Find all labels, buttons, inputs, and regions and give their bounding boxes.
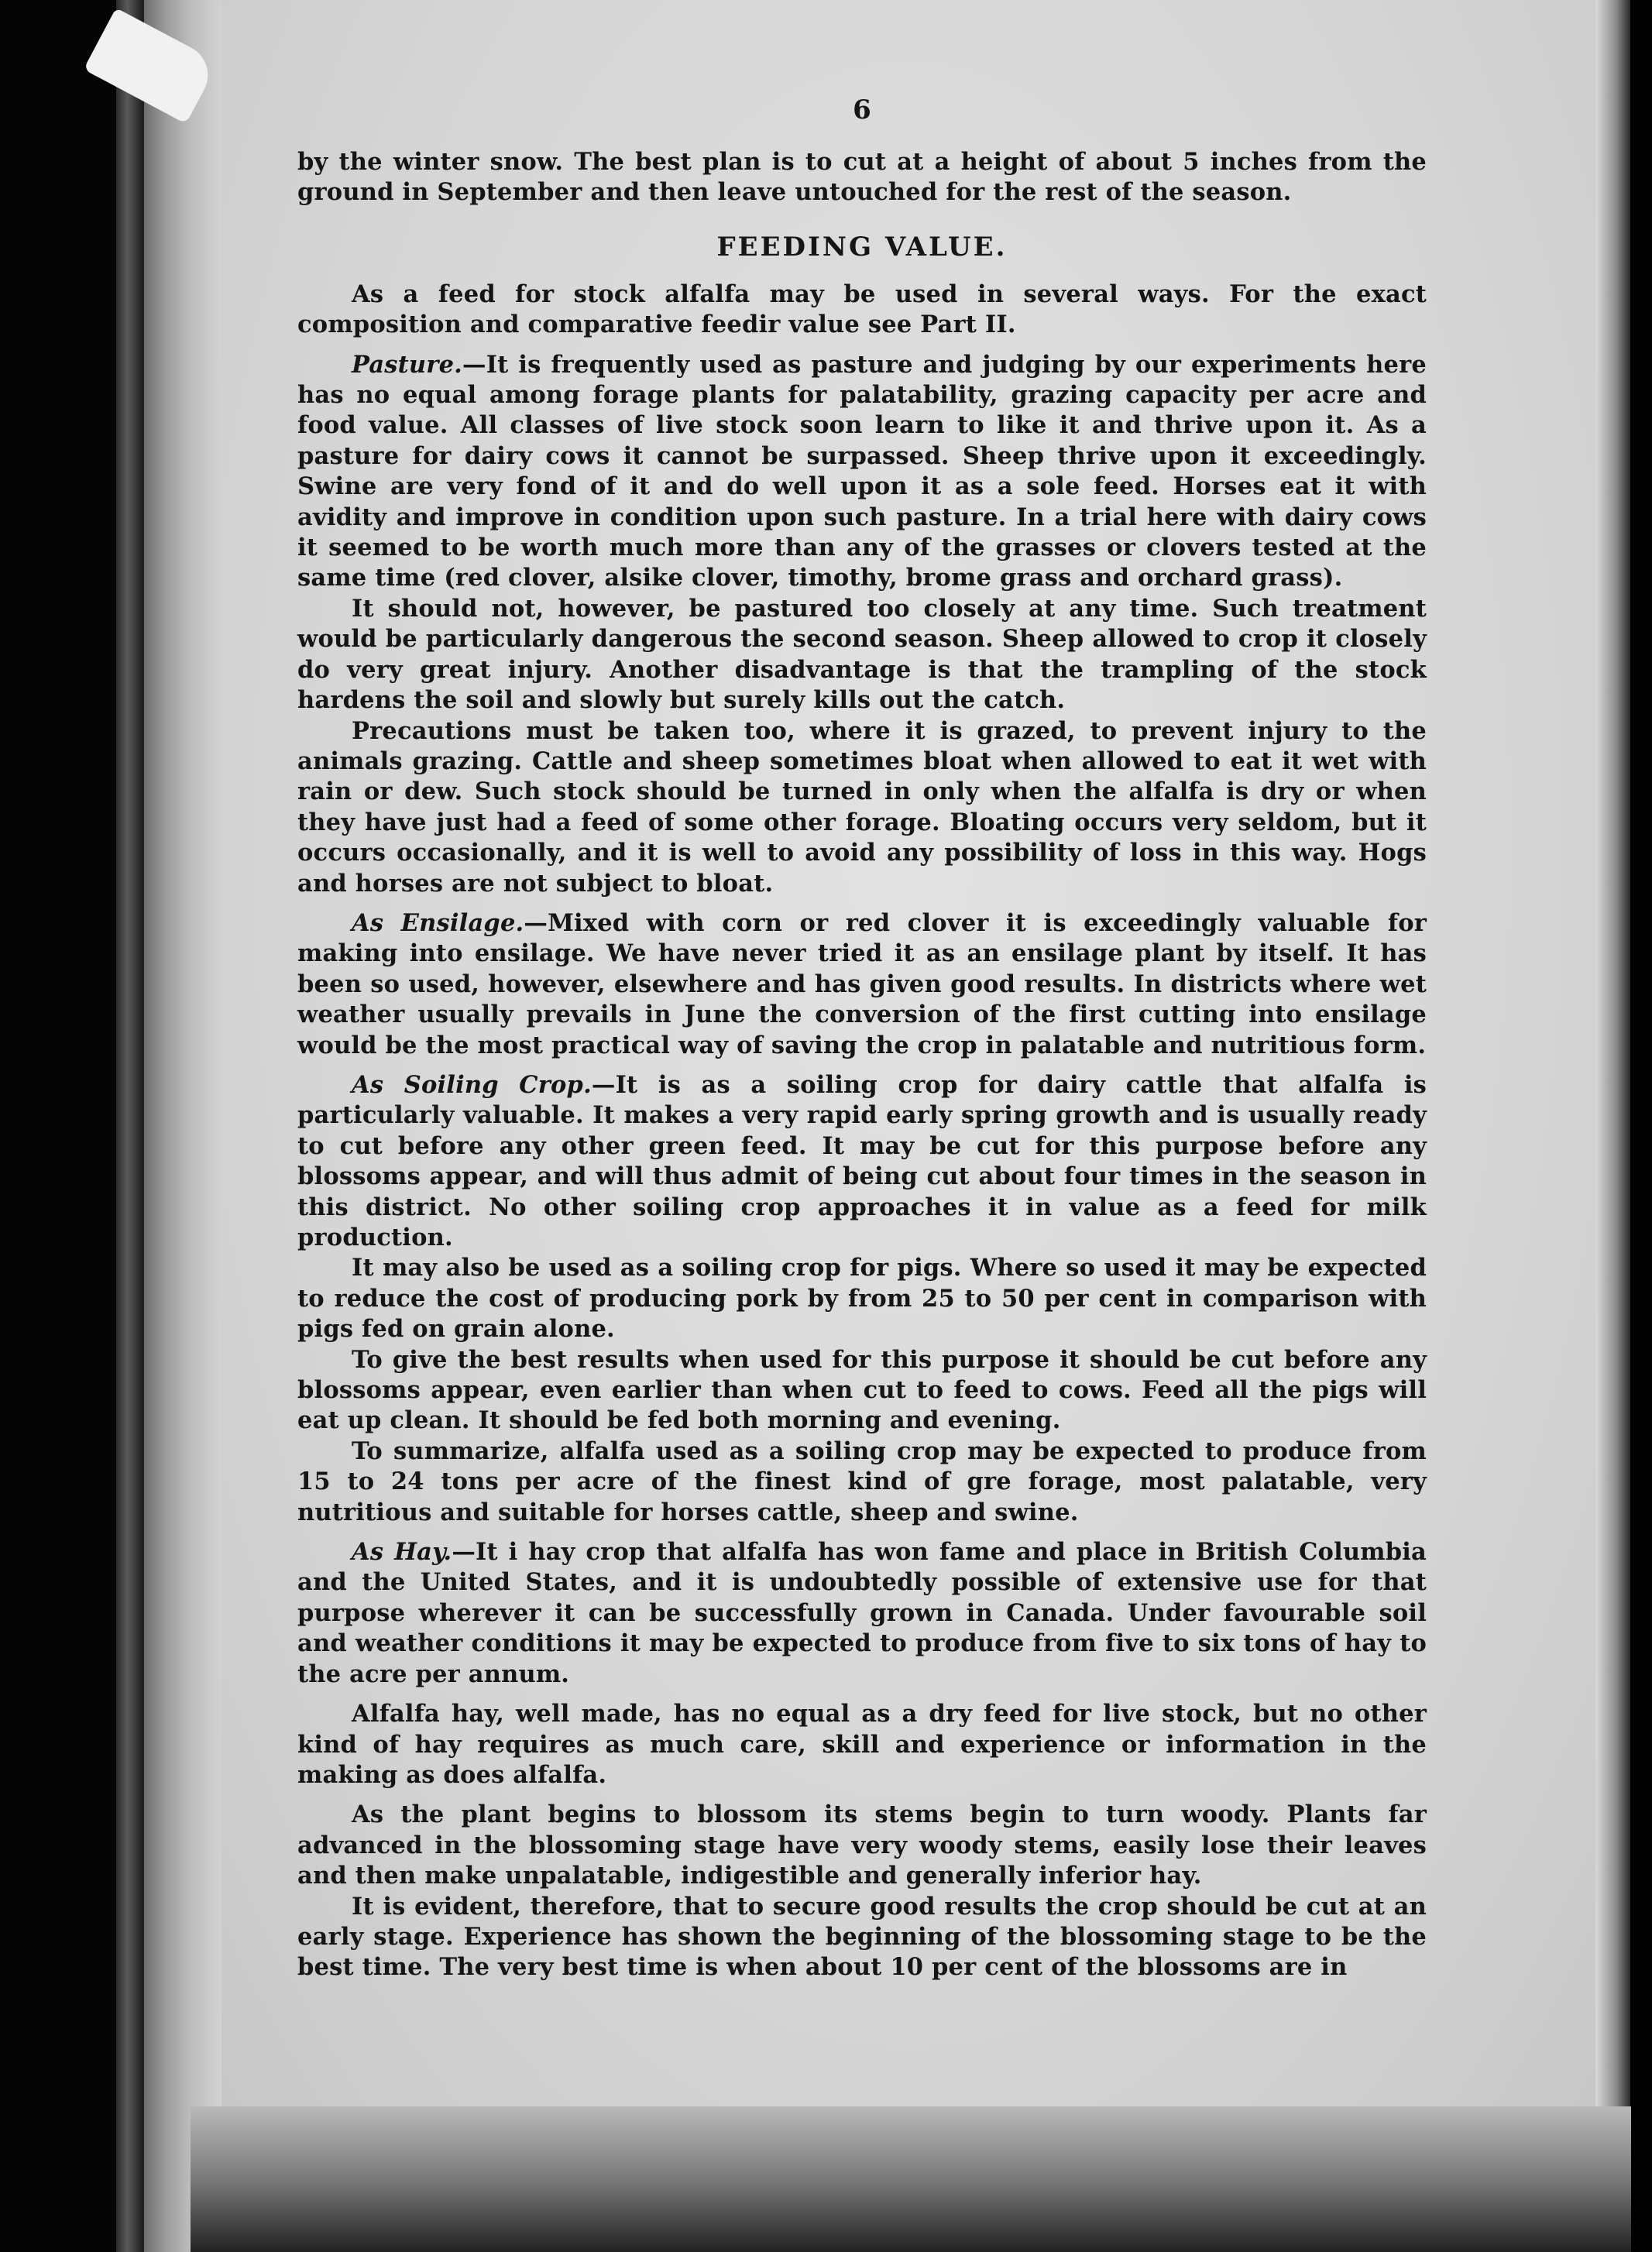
subheading-hay: As Hay. xyxy=(352,1538,452,1567)
subheading-pasture: Pasture. xyxy=(352,350,463,379)
paragraph-hay-timing: It is evident, therefore, that to secure good results the crop should be cut at an early stage. Experience has shown the beginning of the blossoming stage to be the best time. The very best time is when about 10 per cent of the blossoms are in xyxy=(297,1892,1427,1982)
paragraph-ensilage xyxy=(297,908,1427,1061)
book-spine-shadow xyxy=(116,0,144,2252)
paragraph-pasture-body: —It is frequently used as pasture and judging by our experiments here has no equal among forage plants for palatability, grazing capacity per acre and food value. All classes of live stock soon learn to like it and thrive upon it. As a pasture for dairy cows it cannot be surpassed. Sheep thrive upon it exceedingly. Swine are very fond of it and do well upon it as a sole feed. Horses eat it with avidity and improve in condition upon such pasture. In a trial here with dairy cows it seemed to be worth much more than any of the grasses or clovers tested at the same time (red clover, alsike clover, timothy, brome grass and orchard grass). xyxy=(297,350,1427,592)
paragraph-soiling xyxy=(297,1070,1427,1253)
paragraph-soiling-pigs: It may also be used as a soiling crop for pigs. Where so used it may be expected to reduce the cost of producing pork by from 25 to 50 per cent in comparison with pigs fed on grain alone. xyxy=(297,1254,1427,1344)
page-text-column xyxy=(297,94,1427,1983)
subheading-soiling: As Soiling Crop. xyxy=(352,1070,592,1099)
paragraph-ensilage-body: —Mixed with corn or red clover it is exceedingly valuable for making into ensilage. We have never tried it as an ensilage plant by itself. It has been so used, however, elsewhere and has given good results. In districts where wet weather usually prevails in June the conversion of the first cutting into ensilage would be the most practical way of saving the crop in palatable and nutritious form. xyxy=(297,908,1427,1059)
bottom-page-shadow xyxy=(191,2106,1631,2252)
paragraph-hay-woody: As the plant begins to blossom its stems begin to turn woody. Plants far advanced in the blossoming stage have very woody stems, easily lose their leaves and then make unpalatable, indigestible and generally inferior hay. xyxy=(297,1801,1427,1890)
paragraph-soiling-best-results: To give the best results when used for this purpose it should be cut before any blossoms appear, even earlier than when cut to feed to cows. Feed all the pigs will eat up clean. It should be fed both morning and evening. xyxy=(297,1345,1427,1435)
paragraph-carryover: by the winter snow. The best plan is to cut at a height of about 5 inches from the ground in September and then leave untouched for the rest of the season. xyxy=(297,148,1427,207)
paragraph-hay-body: —It i hay crop that alfalfa has won fame and place in British Columbia and the United States, and it is undoubtedly possible of extensive use for that purpose wherever it can be successfully grown in Canada. Under favourable soil and weather conditions it may be expected to produce from five to six tons of hay to the acre per annum. xyxy=(297,1538,1427,1688)
subheading-ensilage: As Ensilage. xyxy=(352,908,524,937)
section-heading: FEEDING VALUE. xyxy=(716,231,1008,263)
book-spine-edge xyxy=(144,0,191,2252)
page-gutter xyxy=(191,0,222,2252)
right-page-shadow xyxy=(1595,0,1630,2252)
paragraph-hay xyxy=(297,1537,1427,1690)
paragraph-pasture-caution: It should not, however, be pastured too closely at any time. Such treatment would be particularly dangerous the second season. Sheep allowed to crop it closely do very great injury. Another disadvantage is that the trampling of the stock hardens the soil and slowly but surely kills out the catch. xyxy=(297,594,1427,715)
paragraph-pasture-bloat: Precautions must be taken too, where it is grazed, to prevent injury to the animals grazing. Cattle and sheep sometimes bloat when allowed to eat it wet with rain or dew. Such stock should be turned in only when the alfalfa is dry or when they have just had a feed of some other forage. Bloating occurs very seldom, but it occurs occasionally, and it is well to avoid any possibility of loss in this way. Hogs and horses are not subject to bloat. xyxy=(297,716,1427,898)
paragraph-soiling-body: —It is as a soiling crop for dairy cattle that alfalfa is particularly valuable. It makes a very rapid early spring growth and is usually ready to cut before any other green feed. It may be cut for this purpose before any blossoms appear, and will thus admit of being cut about four times in the season in this district. No other soiling crop approaches it in value as a feed for milk production. xyxy=(297,1070,1427,1251)
paragraph-pasture xyxy=(297,350,1427,594)
page-number: 6 xyxy=(853,94,871,125)
paragraph-hay-quality: Alfalfa hay, well made, has no equal as a dry feed for live stock, but no other kind of hay requires as much care, skill and experience or information in the making as does alfalfa. xyxy=(297,1700,1427,1789)
right-scan-border xyxy=(1630,0,1652,2252)
paragraph-intro: As a feed for stock alfalfa may be used in several ways. For the exact composition and comparative feedir value see Part II. xyxy=(297,280,1427,339)
paragraph-soiling-summary: To summarize, alfalfa used as a soiling crop may be expected to produce from 15 to 24 tons per acre of the finest kind of gre forage, most palatable, very nutritious and suitable for horses cattle, sheep and swine. xyxy=(297,1437,1427,1526)
document-page xyxy=(222,0,1595,2106)
